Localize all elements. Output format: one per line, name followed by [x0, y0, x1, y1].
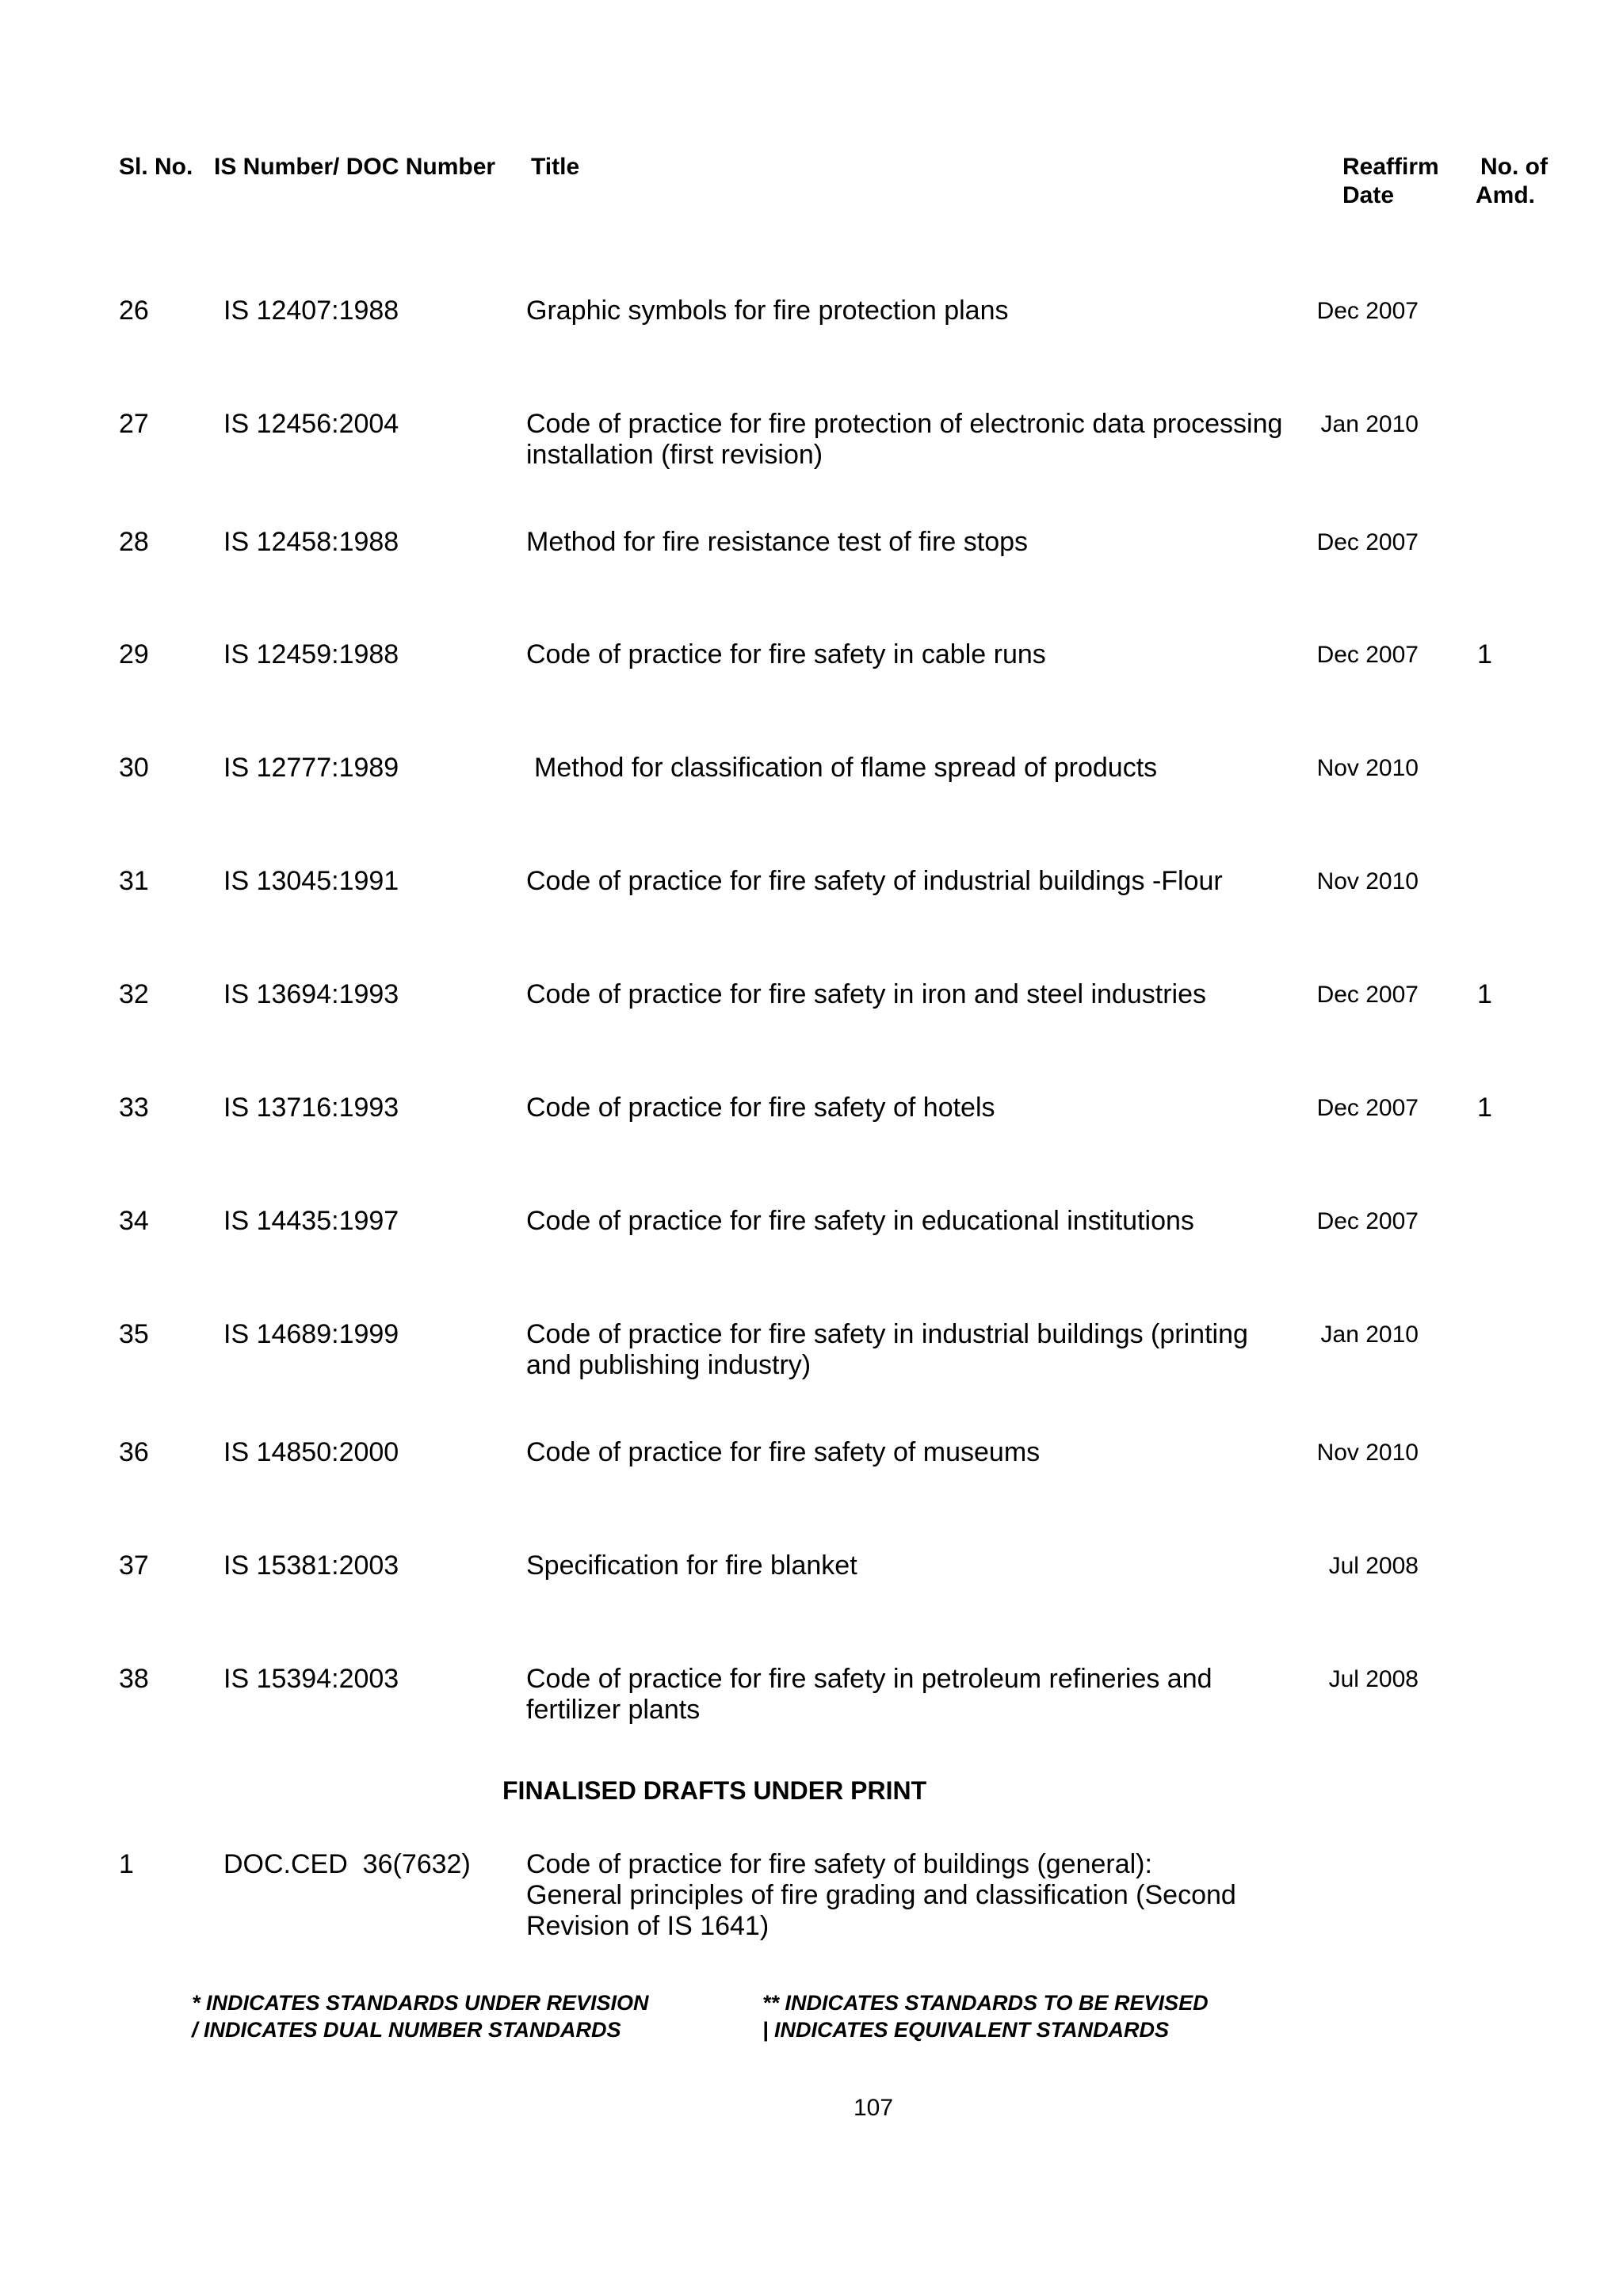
row-sl-no: 29	[119, 639, 149, 669]
header-title: Title	[531, 154, 580, 180]
row-sl-no: 30	[119, 753, 149, 783]
row-sl-no: 28	[119, 527, 149, 557]
row-title: Code of practice for fire safety of industrial buildings -Flour	[526, 866, 1223, 896]
row-amd-count: 1	[1477, 1093, 1492, 1123]
header-is-number: IS Number/ DOC Number	[214, 154, 496, 180]
row-title: Specification for fire blanket	[526, 1550, 857, 1581]
header-reaffirm-line2: Date	[1342, 182, 1395, 208]
row-is-number: IS 12459:1988	[223, 639, 399, 669]
row-is-number: IS 15381:2003	[223, 1550, 399, 1581]
row-title: Code of practice for fire safety of museums	[526, 1437, 1041, 1467]
row-title: Code of practice for fire safety in iron and steel industries	[526, 979, 1206, 1009]
row-sl-no: 37	[119, 1550, 149, 1581]
row-title: Code of practice for fire safety in petroleum refineries and fertilizer plants	[526, 1664, 1212, 1725]
section-heading: FINALISED DRAFTS UNDER PRINT	[502, 1776, 927, 1805]
row-is-number: IS 12456:2004	[223, 409, 399, 439]
row-is-number: IS 12777:1989	[223, 753, 399, 783]
row-reaffirm-date: Dec 2007	[1316, 298, 1419, 324]
row-amd-count: 1	[1477, 639, 1492, 669]
row-reaffirm-date: Nov 2010	[1316, 755, 1419, 781]
row-reaffirm-date: Dec 2007	[1316, 642, 1419, 668]
row-sl-no: 26	[119, 296, 149, 326]
header-amd	[1476, 153, 1548, 210]
row-is-number: IS 15394:2003	[223, 1664, 399, 1694]
row-reaffirm-date: Dec 2007	[1316, 529, 1419, 555]
row-sl-no: 36	[119, 1437, 149, 1467]
row-is-number: IS 13716:1993	[223, 1093, 399, 1123]
row-is-number: IS 12407:1988	[223, 296, 399, 326]
row-sl-no: 33	[119, 1093, 149, 1123]
row-sl-no: 35	[119, 1319, 149, 1349]
row-reaffirm-date: Jan 2010	[1320, 411, 1419, 437]
row-sl-no: 31	[119, 866, 149, 896]
header-sl-no: Sl. No.	[119, 154, 193, 180]
row-title: Method for classification of flame spread of products	[534, 753, 1158, 783]
row-is-number: IS 14689:1999	[223, 1319, 399, 1349]
row-sl-no: 38	[119, 1664, 149, 1694]
row-is-number: IS 13694:1993	[223, 979, 399, 1009]
row-reaffirm-date: Jul 2008	[1328, 1666, 1419, 1692]
row-is-number: IS 13045:1991	[223, 866, 399, 896]
row-reaffirm-date: Dec 2007	[1316, 1208, 1419, 1234]
header-amd-line1: No. of	[1480, 154, 1548, 180]
note-dual-number: / INDICATES DUAL NUMBER STANDARDS	[192, 2018, 621, 2042]
note-to-be-revised: ** INDICATES STANDARDS TO BE REVISED	[762, 1991, 1209, 2015]
row-sl-no: 34	[119, 1206, 149, 1236]
row-title: Code of practice for fire safety in educational institutions	[526, 1206, 1194, 1236]
row-sl-no: 32	[119, 979, 149, 1009]
row-title: Code of practice for fire safety of hotels	[526, 1093, 995, 1123]
note-equivalent: | INDICATES EQUIVALENT STANDARDS	[762, 2018, 1170, 2042]
draft-title: Code of practice for fire safety of buildings (general): General principles of fire grading and classification (Second Revision of IS 1641)	[526, 1849, 1236, 1941]
row-sl-no: 27	[119, 409, 149, 439]
draft-sl-no: 1	[119, 1849, 134, 1879]
header-reaffirm-line1: Reaffirm	[1342, 154, 1439, 180]
page-number: 107	[854, 2095, 894, 2121]
row-reaffirm-date: Dec 2007	[1316, 982, 1419, 1008]
header-reaffirm	[1342, 153, 1439, 210]
row-reaffirm-date: Jan 2010	[1320, 1322, 1419, 1348]
row-title: Graphic symbols for fire protection plans	[526, 296, 1009, 326]
row-is-number: IS 14435:1997	[223, 1206, 399, 1236]
row-reaffirm-date: Nov 2010	[1316, 868, 1419, 894]
row-reaffirm-date: Dec 2007	[1316, 1095, 1419, 1121]
row-title: Method for fire resistance test of fire stops	[526, 527, 1029, 557]
row-amd-count: 1	[1477, 979, 1492, 1009]
row-is-number: IS 12458:1988	[223, 527, 399, 557]
row-title: Code of practice for fire safety in industrial buildings (printing and publishing industry)	[526, 1319, 1248, 1380]
header-amd-line2: Amd.	[1476, 182, 1535, 208]
row-reaffirm-date: Jul 2008	[1328, 1553, 1419, 1579]
note-under-revision: * INDICATES STANDARDS UNDER REVISION	[192, 1991, 649, 2015]
row-is-number: IS 14850:2000	[223, 1437, 399, 1467]
draft-doc-number: DOC.CED 36(7632)	[223, 1849, 471, 1879]
row-title: Code of practice for fire safety in cable runs	[526, 639, 1046, 669]
row-title: Code of practice for fire protection of electronic data processing installation (first revision)	[526, 409, 1283, 470]
row-reaffirm-date: Nov 2010	[1316, 1440, 1419, 1466]
